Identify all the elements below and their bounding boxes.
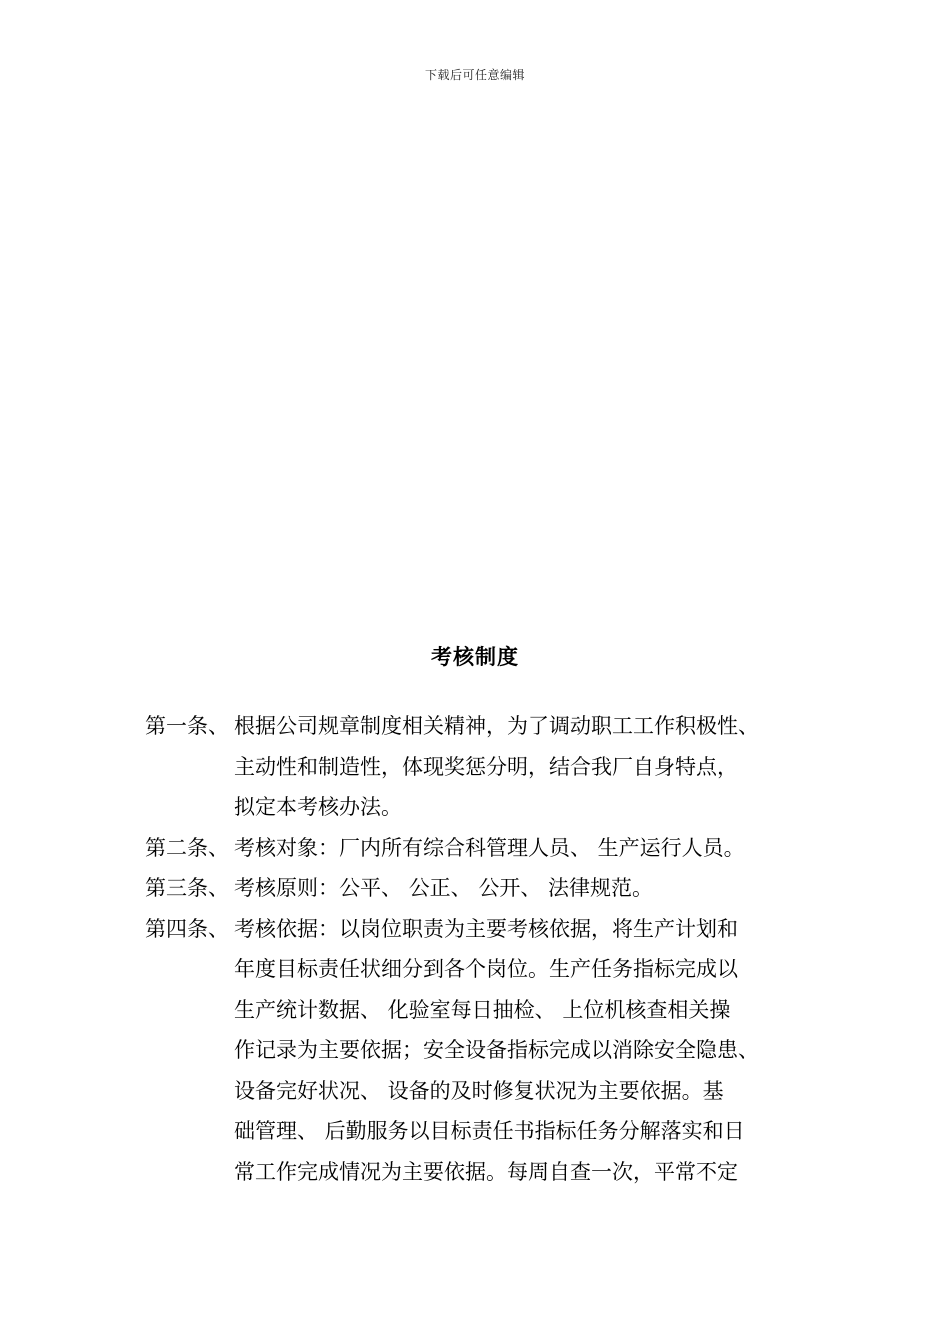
article-label: 第三条、 bbox=[145, 876, 229, 900]
article-4 bbox=[145, 909, 835, 1193]
article-line: 拟定本考核办法。 bbox=[234, 795, 402, 819]
article-line: 主动性和制造性，体现奖惩分明，结合我厂自身特点， bbox=[234, 754, 738, 779]
article-label: 第二条、 bbox=[145, 835, 229, 860]
article-line: 考核对象：厂内所有综合科管理人员、 生产运行人员。 bbox=[234, 835, 745, 860]
article-line: 考核原则：公平、 公正、 公开、 法律规范。 bbox=[234, 876, 654, 900]
article-label: 第四条、 bbox=[145, 916, 229, 941]
article-2 bbox=[145, 828, 835, 869]
article-1 bbox=[145, 706, 835, 828]
article-line: 考核依据：以岗位职责为主要考核依据，将生产计划和 bbox=[234, 916, 738, 941]
article-line: 常工作完成情况为主要依据。每周自查一次，平常不定 bbox=[234, 1159, 738, 1184]
article-list bbox=[145, 706, 835, 1192]
article-3 bbox=[145, 868, 835, 909]
article-line: 根据公司规章制度相关精神，为了调动职工工作积极性、 bbox=[234, 714, 759, 738]
header-note: 下载后可任意编辑 bbox=[424, 68, 525, 82]
article-line: 年度目标责任状细分到各个岗位。生产任务指标完成以 bbox=[234, 957, 738, 981]
article-line: 设备完好状况、 设备的及时修复状况为主要依据。基 bbox=[234, 1078, 724, 1103]
article-line: 生产统计数据、 化验室每日抽检、 上位机核查相关操 bbox=[234, 997, 731, 1022]
document-title: 考核制度 bbox=[431, 644, 519, 669]
article-line: 础管理、 后勤服务以目标责任书指标任务分解落实和日 bbox=[234, 1119, 745, 1143]
article-line: 作记录为主要依据；安全设备指标完成以消除安全隐患、 bbox=[234, 1038, 759, 1062]
article-label: 第一条、 bbox=[145, 714, 229, 738]
